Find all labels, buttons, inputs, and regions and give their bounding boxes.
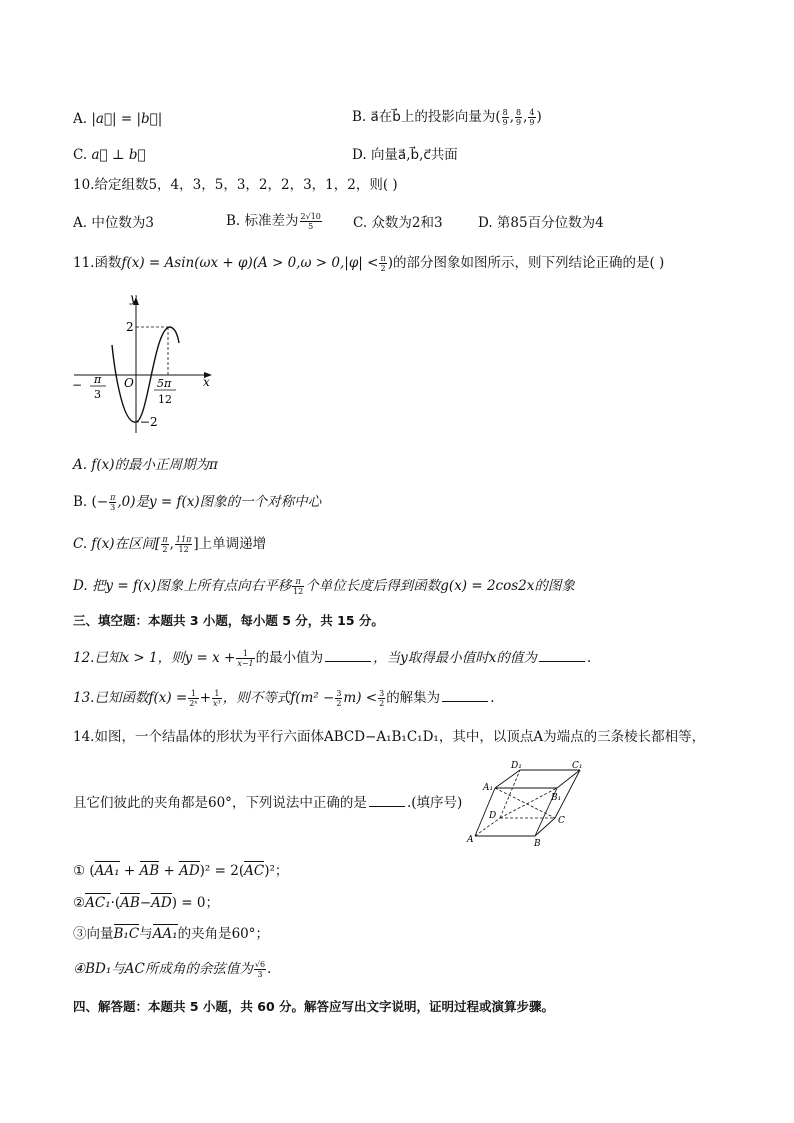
section-4-heading: 四、解答题：本题共 5 小题，共 60 分。解答应写出文字说明，证明过程或演算步骤。: [73, 999, 555, 1014]
q10-option-d: D. 第85百分位数为4: [478, 215, 604, 231]
min-label: −2: [140, 415, 158, 429]
q9-option-a: A. |a⃗| = |b⃗|: [73, 111, 163, 127]
q11-option-d: D. 把y = f(x)图象上所有点向右平移 $\frac{\pi}{12}$ 个单位长度后得到函数g(x) = 2cos2x的图象: [73, 577, 575, 596]
q14-line2: 且它们彼此的夹角都是60°，下列说法中正确的是 .(填序号): [73, 795, 463, 811]
q9-option-d: D. 向量a⃗,b⃗,c⃗共面: [352, 147, 458, 163]
max-label: 2: [126, 320, 134, 334]
q10-option-c: C. 众数为2和3: [353, 215, 443, 231]
q14-statement-4: ④BD₁与AC所成角的余弦值为 $\frac{√6}{3}$ .: [73, 960, 272, 979]
sine-graph: [70, 285, 220, 435]
q13: 13.已知函数f(x) = $\frac{1}{\text{2ˣ}}$ + $\frac{1}{\text{x³}}$ ，则不等式f(m² − $\frac{3}{2}$ m) < $\frac{3}{2}$ 的解集为 .: [73, 689, 495, 708]
q10-option-a: A. 中位数为3: [73, 215, 154, 231]
q9-option-c: C. a⃗ ⊥ b⃗: [73, 147, 146, 163]
label-D1: D₁: [511, 761, 522, 771]
q14-blank[interactable]: [369, 794, 405, 807]
origin-label: O: [124, 376, 134, 390]
q14-statement-1: ① (AA₁ + AB + AD)² = 2(AC)²；: [73, 863, 289, 879]
neg-tick-den: 3: [94, 388, 101, 401]
q13-blank[interactable]: [442, 689, 488, 702]
q14-line1: 14.如图，一个结晶体的形状为平行六面体ABCD−A₁B₁C₁D₁，其中，以顶点A为端点的三条棱长都相等，: [73, 729, 706, 745]
label-A1: A₁: [483, 783, 494, 793]
q14-statement-3: ③向量B₁C与AA₁的夹角是60°；: [73, 926, 270, 942]
pos-tick-den: 12: [158, 393, 172, 406]
y-label: y: [130, 291, 137, 305]
q11-option-b: B. (− $\frac{\pi}{3}$ ,0)是y = f(x)图象的一个对称中心: [73, 493, 322, 512]
label-C: C: [558, 816, 565, 826]
x-label: x: [203, 375, 210, 389]
neg-sign: −: [72, 378, 83, 392]
section-3-heading: 三、填空题：本题共 3 小题，每小题 5 分，共 15 分。: [73, 613, 384, 628]
q11-stem: 11.函数f(x) = Asin(ωx + φ)(A > 0,ω > 0,|φ| < $\frac{\pi}{2}$ )的部分图象如图所示，则下列结论正确的是( ): [73, 254, 665, 273]
q14-statement-2: ②AC₁·(AB−AD) = 0；: [73, 895, 219, 911]
q11-option-a: A. f(x)的最小正周期为π: [73, 457, 218, 473]
label-D: D: [489, 811, 497, 821]
q12: 12.已知x > 1，则y = x + $\frac{1}{x-1}$ 的最小值为 ，当y取得最小值时x的值为 .: [73, 649, 592, 668]
q11-option-c: C. f(x)在区间[ $\frac{\pi}{2}$ , $\frac{11\pi}{12}$ ]上单调递增: [73, 535, 267, 554]
q12-blank-1[interactable]: [325, 649, 371, 662]
label-B1: B₁: [551, 793, 562, 803]
q10-option-b: B. 标准差为 $\frac{2√10}{5}$: [226, 212, 321, 231]
q9-option-b: B. a⃗在b⃗上的投影向量为( $\frac{8}{9}$ , $\frac{8}{9}$ , $\frac{4}{9}$ ): [352, 108, 542, 127]
q10-stem: 10.给定组数5，4，3，5，3，2，2，3，1，2，则( ): [73, 177, 398, 193]
label-C1: C₁: [572, 761, 583, 771]
neg-tick-num: π: [94, 373, 102, 386]
pos-tick-num: 5π: [157, 377, 172, 390]
parallelepiped-figure: [465, 758, 595, 848]
label-B: B: [534, 839, 541, 848]
q12-blank-2[interactable]: [539, 649, 585, 662]
label-A: A: [467, 835, 474, 845]
